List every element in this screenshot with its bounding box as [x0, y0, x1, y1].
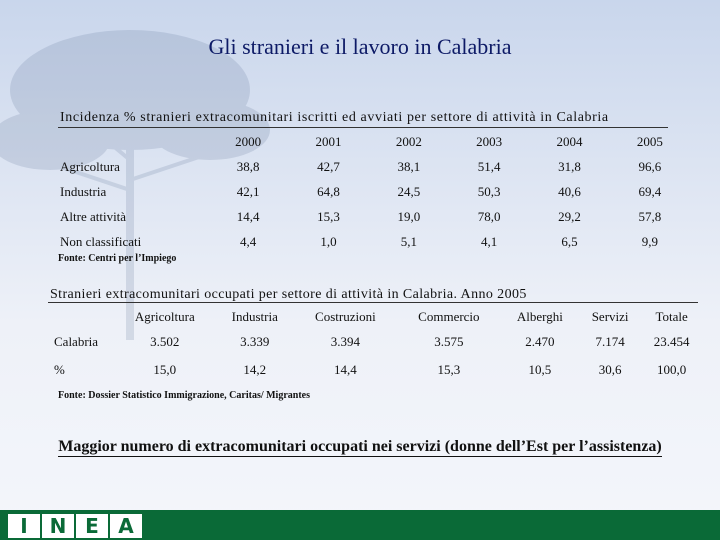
table-cell: 42,7: [317, 158, 340, 174]
table-row: [52, 328, 702, 356]
table-cell: 31,8: [558, 158, 581, 174]
table2-header-cell: Industria: [231, 309, 278, 324]
logo-letter: I: [8, 514, 40, 538]
logo-letter: E: [76, 514, 108, 538]
table-row: [52, 356, 702, 384]
table2-header-cell: Alberghi: [516, 309, 563, 324]
table-cell: 2.470: [525, 334, 555, 349]
table-cell: 57,8: [638, 208, 662, 224]
table-row: [58, 154, 690, 179]
table-cell: 40,6: [558, 183, 581, 199]
table-cell: 10,5: [528, 362, 552, 377]
table-cell: 69,4: [638, 183, 662, 199]
table-cell: 3.339: [240, 334, 270, 349]
table2-source: Fonte: Dossier Statistico Immigrazione, Caritas/ Migrantes: [58, 390, 310, 401]
table2-divider: [48, 302, 698, 303]
table-cell: 15,0: [153, 362, 177, 377]
table-cell: 78,0: [477, 208, 501, 224]
table1-header-cell: 2002: [395, 134, 422, 149]
row-label: Industria: [60, 183, 107, 199]
table1-header-cell: 2000: [235, 134, 262, 149]
table-cell: 64,8: [317, 183, 340, 199]
table-cell: 7.174: [595, 334, 625, 349]
table2-header-cell: Servizi: [591, 309, 629, 324]
table1-header-cell: 2005: [636, 134, 663, 149]
row-label: Non classificati: [60, 233, 142, 249]
table-cell: 14,2: [243, 362, 267, 377]
table1-caption: Incidenza % stranieri extracomunitari iscritti ed avviati per settore di attività in Calabria: [60, 110, 609, 125]
table-cell: 3.575: [434, 334, 464, 349]
table-cell: 50,3: [477, 183, 501, 199]
table2-header-cell: Commercio: [418, 309, 480, 324]
inea-logo: [8, 514, 142, 538]
table-cell: 14,4: [236, 208, 260, 224]
table-cell: 29,2: [558, 208, 581, 224]
table1-header-cell: 2003: [476, 134, 503, 149]
table2-header-cell: Costruzioni: [315, 309, 376, 324]
table-cell: 30,6: [598, 362, 622, 377]
row-label: Agricoltura: [60, 158, 120, 174]
table1-header-cell: 2001: [315, 134, 342, 149]
logo-letter: A: [110, 514, 142, 538]
table-cell: 19,0: [397, 208, 421, 224]
table-cell: 24,5: [397, 183, 421, 199]
table2-header-cell: Totale: [655, 309, 688, 324]
registered-workers-table: [58, 130, 690, 254]
table-cell: 5,1: [400, 233, 417, 249]
table-cell: 3.394: [330, 334, 361, 349]
table-cell: 15,3: [317, 208, 340, 224]
footer-bar: [0, 510, 720, 540]
table1-divider: [58, 127, 668, 128]
table2-header-row: [52, 306, 702, 328]
table1-header-row: [58, 130, 690, 154]
row-label: Calabria: [54, 334, 99, 349]
slide-title: Gli stranieri e il lavoro in Calabria: [208, 34, 512, 59]
employed-workers-table: [52, 306, 702, 384]
table-cell: 4,4: [240, 233, 257, 249]
table-cell: 9,9: [641, 233, 658, 249]
table-cell: 14,4: [334, 362, 357, 377]
table1-header-cell: 2004: [556, 134, 583, 149]
table-cell: 38,1: [397, 158, 421, 174]
table-row: [58, 179, 690, 204]
table-cell: 96,6: [638, 158, 662, 174]
conclusion-note-text: Maggior numero di extracomunitari occupati nei servizi (donne dell’Est per l’assistenza): [58, 438, 662, 455]
row-label: Altre attività: [60, 208, 127, 224]
table-row: [58, 204, 690, 229]
table-cell: 15,3: [437, 362, 461, 377]
table2-header-cell: Agricoltura: [134, 309, 195, 324]
table-row: [58, 229, 690, 254]
table-cell: 1,0: [320, 233, 337, 249]
conclusion-note: [0, 438, 720, 456]
table2-caption: Stranieri extracomunitari occupati per settore di attività in Calabria. Anno 2005: [50, 287, 527, 302]
table-cell: 3.502: [150, 334, 180, 349]
logo-letter: N: [42, 514, 74, 538]
table-cell: 51,4: [477, 158, 501, 174]
table1-source: Fonte: Centri per l’Impiego: [58, 253, 177, 264]
table-cell: 100,0: [657, 362, 687, 377]
table1-header-cell: [58, 130, 208, 154]
table-cell: 6,5: [561, 233, 578, 249]
table-cell: 23.454: [653, 334, 690, 349]
table-cell: 42,1: [236, 183, 260, 199]
table-cell: 4,1: [481, 233, 498, 249]
table2-header-cell: [52, 306, 114, 328]
table-cell: 38,8: [236, 158, 260, 174]
row-label: %: [54, 362, 65, 377]
